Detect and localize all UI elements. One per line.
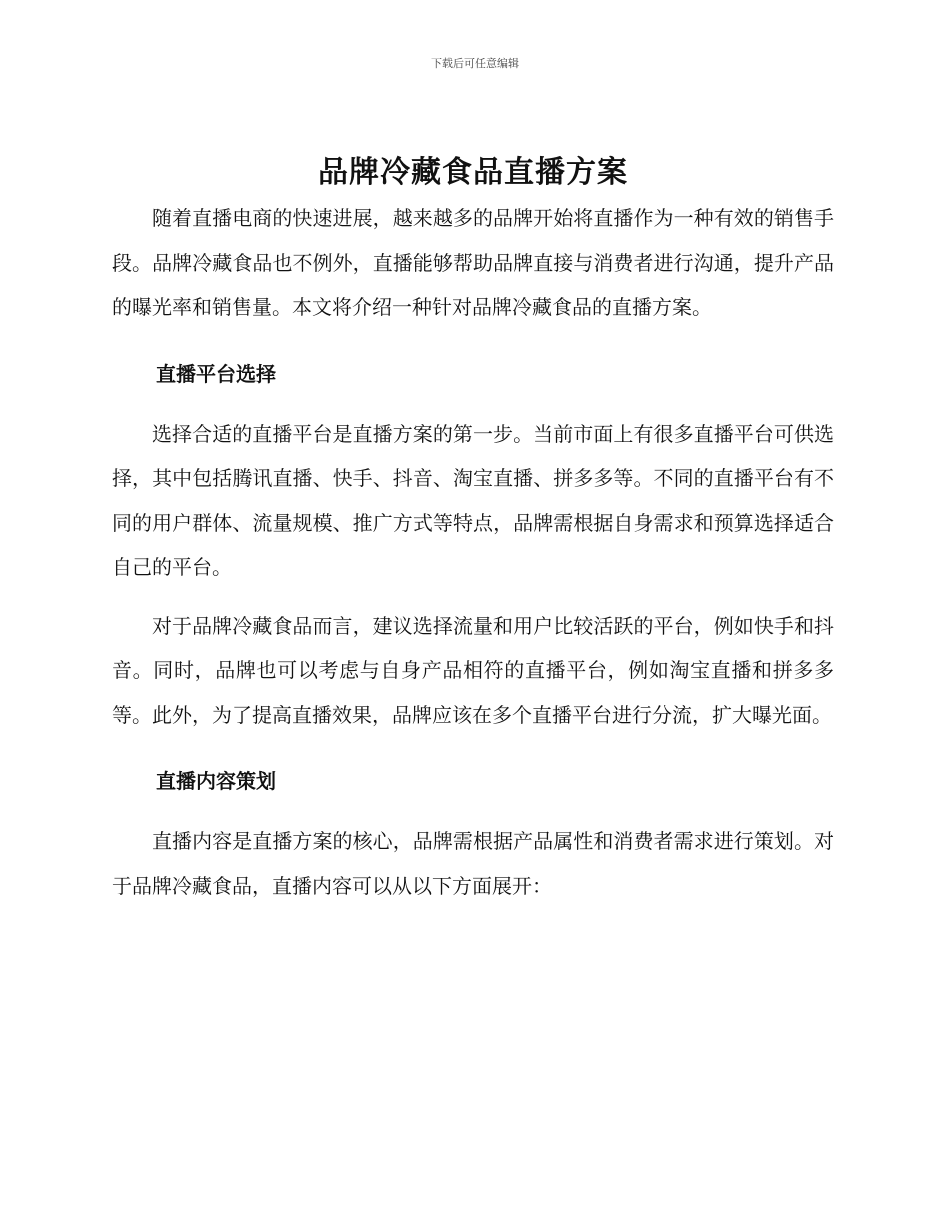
document-body (112, 148, 834, 908)
section-heading-content: 直播内容策划 (156, 769, 276, 793)
intro-paragraph: 随着直播电商的快速进展，越来越多的品牌开始将直播作为一种有效的销售手段。品牌冷藏食品也不例外，直播能够帮助品牌直接与消费者进行沟通，提升产品的曝光率和销售量。本文将介绍一种针对品牌冷藏食品的直播方案。 (112, 206, 834, 319)
content-paragraph-1: 直播内容是直播方案的核心，品牌需根据产品属性和消费者需求进行策划。对于品牌冷藏食品，直播内容可以从以下方面展开： (112, 829, 834, 898)
page-header: 下载后可任意编辑 (431, 57, 519, 70)
section-heading-platform: 直播平台选择 (156, 361, 276, 386)
platform-paragraph-2: 对于品牌冷藏食品而言，建议选择流量和用户比较活跃的平台，例如快手和抖音。同时，品牌也可以考虑与自身产品相符的直播平台，例如淘宝直播和拼多多等。此外，为了提高直播效果，品牌应该在多个直播平台进行分流，扩大曝光面。 (112, 613, 834, 727)
platform-paragraph-1: 选择合适的直播平台是直播方案的第一步。当前市面上有很多直播平台可供选择，其中包括腾讯直播、快手、抖音、淘宝直播、拼多多等。不同的直播平台有不同的用户群体、流量规模、推广方式等特点，品牌需根据自身需求和预算选择适合自己的平台。 (112, 421, 834, 579)
document-title: 品牌冷藏食品直播方案 (318, 155, 628, 190)
